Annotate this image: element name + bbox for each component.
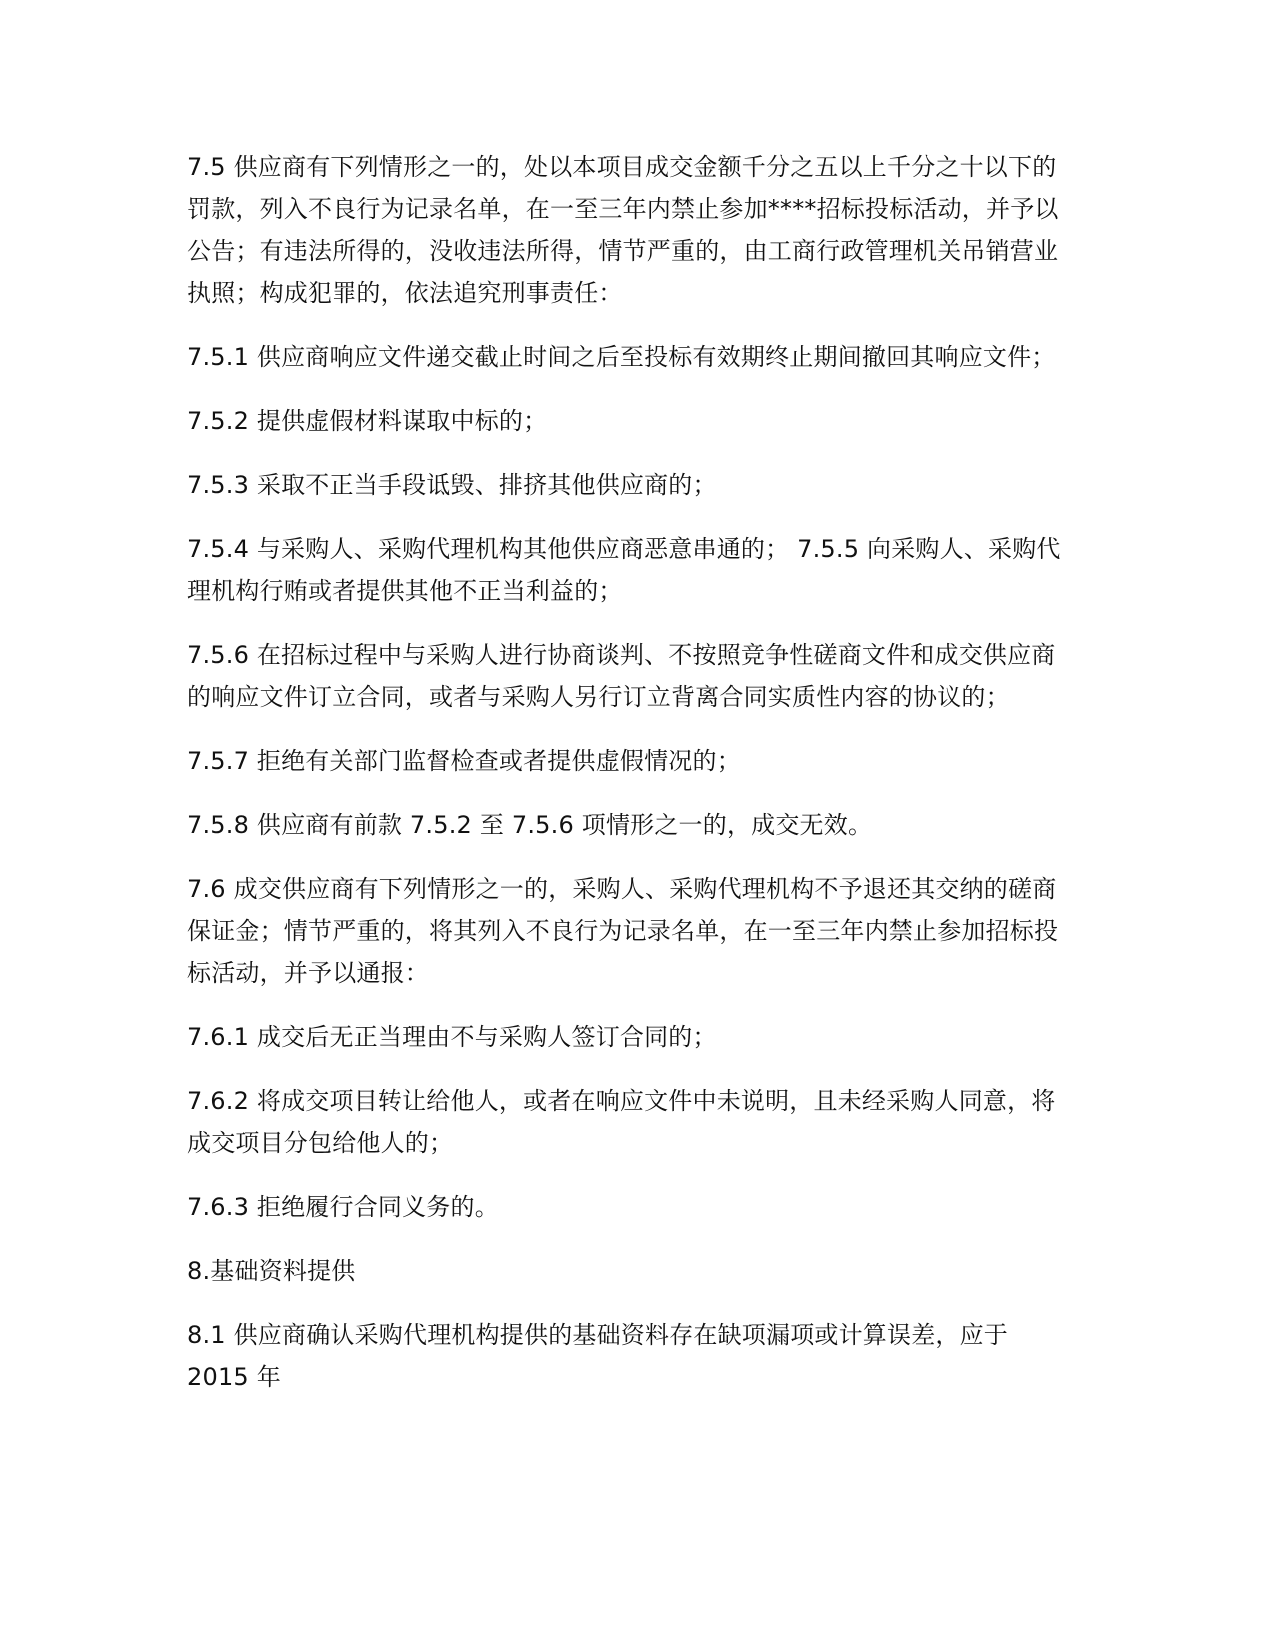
paragraph-7-5-6 <box>187 634 1092 718</box>
text-line: 7.5.6 在招标过程中与采购人进行协商谈判、不按照竞争性磋商文件和成交供应商 <box>187 641 1056 669</box>
paragraph-7-6-3 <box>187 1186 1092 1228</box>
text-line: 罚款，列入不良行为记录名单，在一至三年内禁止参加****招标投标活动，并予以 <box>187 195 1059 223</box>
paragraph-7-6 <box>187 868 1092 994</box>
text-line: 公告；有违法所得的，没收违法所得，情节严重的，由工商行政管理机关吊销营业 <box>187 237 1059 265</box>
paragraph-7-5-4 <box>187 528 1092 612</box>
text-line: 7.6 成交供应商有下列情形之一的，采购人、采购代理机构不予退还其交纳的磋商 <box>187 875 1057 903</box>
paragraph-7-5-3 <box>187 464 1092 506</box>
text-line: 理机构行贿或者提供其他不正当利益的； <box>187 577 623 605</box>
text-line: 7.5.8 供应商有前款 7.5.2 至 7.5.6 项情形之一的，成交无效。 <box>187 811 873 839</box>
text-line: 7.5.2 提供虚假材料谋取中标的； <box>187 407 548 435</box>
text-line: 的响应文件订立合同，或者与采购人另行订立背离合同实质性内容的协议的； <box>187 683 1010 711</box>
text-line: 标活动，并予以通报： <box>187 959 429 987</box>
text-line: 7.6.3 拒绝履行合同义务的。 <box>187 1193 499 1221</box>
text-line: 7.5.7 拒绝有关部门监督检查或者提供虚假情况的； <box>187 747 741 775</box>
document-body <box>187 146 1092 1420</box>
section-heading-8 <box>187 1250 1092 1292</box>
text-line: 8.1 供应商确认采购代理机构提供的基础资料存在缺项漏项或计算误差，应于 <box>187 1321 1008 1349</box>
text-line: 保证金；情节严重的，将其列入不良行为记录名单，在一至三年内禁止参加招标投 <box>187 917 1059 945</box>
paragraph-8-1 <box>187 1314 1092 1398</box>
text-line: 8.基础资料提供 <box>187 1257 356 1285</box>
paragraph-7-5-2 <box>187 400 1092 442</box>
paragraph-7-5-7 <box>187 740 1092 782</box>
paragraph-7-6-2 <box>187 1080 1092 1164</box>
text-line: 执照；构成犯罪的，依法追究刑事责任： <box>187 279 623 307</box>
text-line: 7.6.1 成交后无正当理由不与采购人签订合同的； <box>187 1023 717 1051</box>
text-line: 7.5.4 与采购人、采购代理机构其他供应商恶意串通的； 7.5.5 向采购人、采购代 <box>187 535 1061 563</box>
text-line: 7.5 供应商有下列情形之一的，处以本项目成交金额千分之五以上千分之十以下的 <box>187 153 1057 181</box>
text-line: 7.5.1 供应商响应文件递交截止时间之后至投标有效期终止期间撤回其响应文件； <box>187 343 1056 371</box>
paragraph-7-5-8 <box>187 804 1092 846</box>
text-line: 7.6.2 将成交项目转让给他人，或者在响应文件中未说明，且未经采购人同意，将 <box>187 1087 1056 1115</box>
paragraph-7-5 <box>187 146 1092 314</box>
paragraph-7-6-1 <box>187 1016 1092 1058</box>
paragraph-7-5-1 <box>187 336 1092 378</box>
text-line: 成交项目分包给他人的； <box>187 1129 454 1157</box>
text-line: 2015 年 <box>187 1363 281 1391</box>
text-line: 7.5.3 采取不正当手段诋毁、排挤其他供应商的； <box>187 471 717 499</box>
